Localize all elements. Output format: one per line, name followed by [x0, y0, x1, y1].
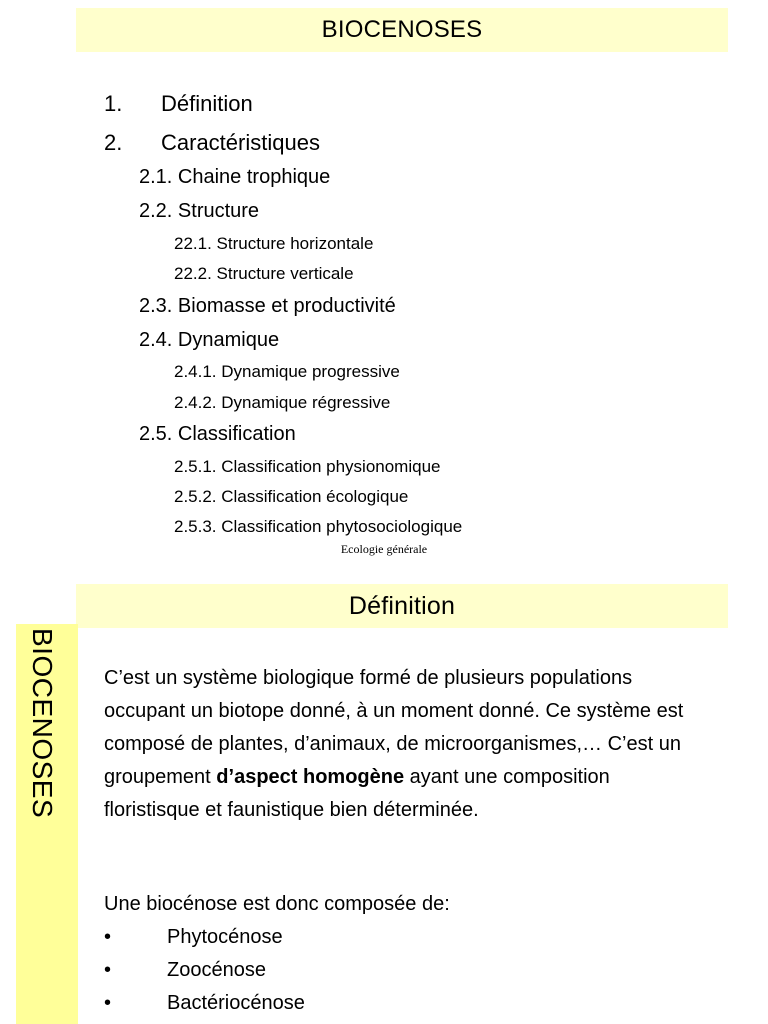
slide1-title — [76, 8, 728, 52]
bullet-icon: • — [104, 959, 112, 981]
list-item — [104, 959, 266, 982]
toc-item-classification-physionomique: 2.5.1. Classification physionomique — [174, 457, 441, 476]
bullet-icon: • — [104, 992, 112, 1014]
toc-number: 1. — [104, 91, 123, 116]
side-label — [16, 624, 78, 1024]
toc-item-biomasse: 2.3. Biomasse et productivité — [139, 295, 396, 317]
bullet-icon: • — [104, 926, 112, 948]
toc-item-classification-phytosociologique: 2.5.3. Classification phytosociologique — [174, 517, 463, 536]
definition-paragraph — [104, 662, 704, 827]
list-item-label: Phytocénose — [167, 926, 283, 948]
toc-item-classification-ecologique: 2.5.2. Classification écologique — [174, 487, 409, 506]
toc-item-structure-verticale: 22.2. Structure verticale — [174, 264, 354, 283]
list-item-label: Bactériocénose — [167, 992, 305, 1014]
toc-label: Définition — [161, 91, 253, 116]
toc-item-structure-horizontale: 22.1. Structure horizontale — [174, 234, 374, 253]
composition-intro: Une biocénose est donc composée de: — [104, 893, 450, 915]
paragraph-text: ayant une composition floristisque et faunistique bien déterminée. — [104, 766, 610, 821]
toc-item-chaine-trophique: 2.1. Chaine trophique — [139, 166, 331, 188]
toc-item-structure: 2.2. Structure — [139, 200, 260, 222]
side-label-text: BIOCENOSES — [27, 628, 58, 819]
toc-label: Caractéristiques — [161, 130, 320, 155]
toc-item-dynamique-regressive: 2.4.2. Dynamique régressive — [174, 393, 391, 412]
toc-item-dynamique: 2.4. Dynamique — [139, 329, 280, 351]
paragraph-text: C’est un système biologique formé de plusieurs populations occupant un biotope donné, à un moment donné. Ce système est composé de plantes, d’animaux, de microorganismes,… C’est un groupement — [104, 667, 684, 788]
slide2-title-text: Définition — [348, 591, 456, 620]
slide1-title-text: BIOCENOSES — [321, 16, 483, 43]
list-item — [104, 992, 305, 1015]
list-item-label: Zoocénose — [167, 959, 266, 981]
list-item — [104, 926, 283, 949]
toc-number: 2. — [104, 130, 123, 155]
slide2-title — [76, 584, 728, 628]
paragraph-bold-text: d’aspect homogène — [216, 766, 405, 788]
toc-item-caracteristiques — [104, 130, 320, 156]
slide1-footer: Ecologie générale — [340, 542, 428, 556]
toc-item-definition — [104, 91, 253, 117]
toc-item-dynamique-progressive: 2.4.1. Dynamique progressive — [174, 362, 400, 381]
toc-item-classification: 2.5. Classification — [139, 423, 296, 445]
